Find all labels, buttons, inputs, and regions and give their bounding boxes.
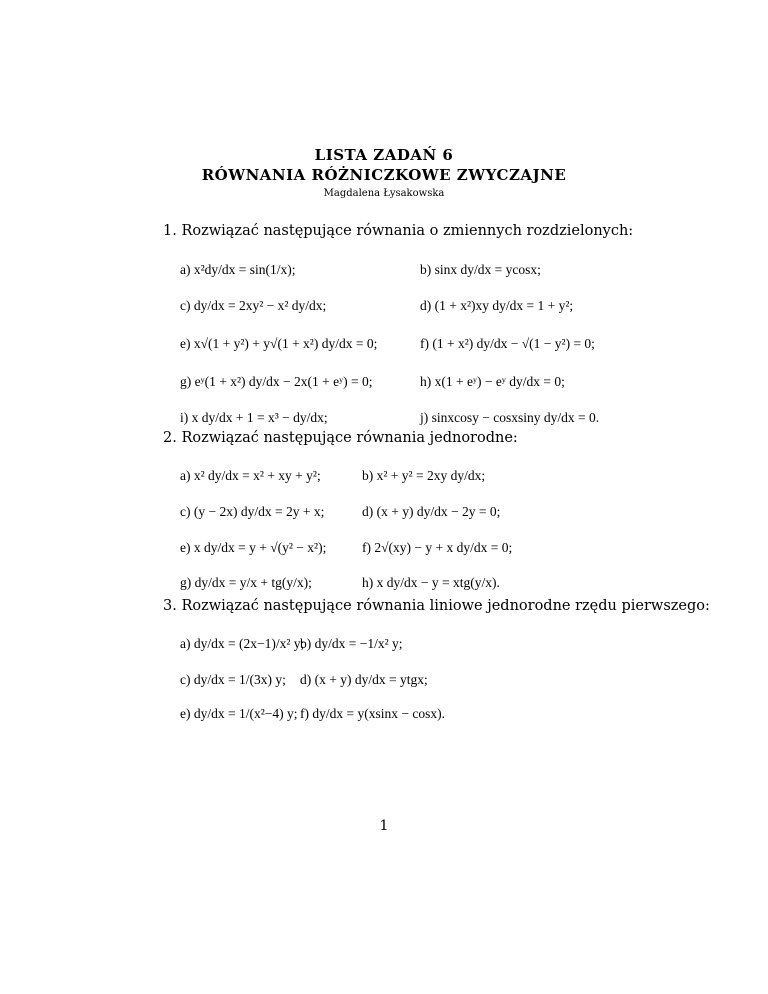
exercise-3f: f) dy/dx = y(xsinx − cosx). xyxy=(300,706,445,721)
section-1-heading: 1. Rozwiązać następujące równania o zmiennych rozdzielonych: xyxy=(163,223,634,239)
exercise-2c: c) (y − 2x) dy/dx = 2y + x; xyxy=(180,504,325,519)
exercise-1i: i) x dy/dx + 1 = x³ − dy/dx; xyxy=(180,410,328,425)
exercise-3b: b) dy/dx = −1/x² y; xyxy=(300,636,403,651)
exercise-1d: d) (1 + x²)xy dy/dx = 1 + y²; xyxy=(420,298,574,313)
exercise-2e: e) x dy/dx = y + √(y² − x²); xyxy=(180,540,327,555)
exercise-1a: a) x²dy/dx = sin(1/x); xyxy=(180,262,296,277)
exercise-3e: e) dy/dx = 1/(x²−4) y; xyxy=(180,706,298,721)
exercise-2b: b) x² + y² = 2xy dy/dx; xyxy=(362,468,486,483)
exercise-1g: g) eʸ(1 + x²) dy/dx − 2x(1 + eʸ) = 0; xyxy=(180,374,373,389)
section-2-heading: 2. Rozwiązać następujące równania jednorodne: xyxy=(163,430,518,446)
exercise-1j: j) sinxcosy − cosxsiny dy/dx = 0. xyxy=(420,410,600,425)
author: Magdalena Łysakowska xyxy=(323,188,445,199)
exercise-2h: h) x dy/dx − y = xtg(y/x). xyxy=(362,575,500,590)
exercise-3d: d) (x + y) dy/dx = ytgx; xyxy=(300,672,428,687)
exercise-1e: e) x√(1 + y²) + y√(1 + x²) dy/dx = 0; xyxy=(180,336,378,351)
exercise-2d: d) (x + y) dy/dx − 2y = 0; xyxy=(362,504,501,519)
exercise-1h: h) x(1 + eʸ) − eʸ dy/dx = 0; xyxy=(420,374,565,389)
exercise-3c: c) dy/dx = 1/(3x) y; xyxy=(180,672,286,687)
exercise-2a: a) x² dy/dx = x² + xy + y²; xyxy=(180,468,321,483)
page-number: 1 xyxy=(379,818,389,834)
exercise-3a: a) dy/dx = (2x−1)/x² y; xyxy=(180,636,305,651)
exercise-2g: g) dy/dx = y/x + tg(y/x); xyxy=(180,575,312,590)
exercise-1b: b) sinx dy/dx = ycosx; xyxy=(420,262,541,277)
title-line-1: LISTA ZADAŃ 6 xyxy=(314,146,454,164)
exercise-2f: f) 2√(xy) − y + x dy/dx = 0; xyxy=(362,540,513,555)
section-3-heading: 3. Rozwiązać następujące równania liniowe jednorodne rzędu pierwszego: xyxy=(163,598,710,614)
title-line-2: RÓWNANIA RÓŻNICZKOWE ZWYCZAJNE xyxy=(201,166,567,184)
exercise-1c: c) dy/dx = 2xy² − x² dy/dx; xyxy=(180,298,327,313)
exercise-1f: f) (1 + x²) dy/dx − √(1 − y²) = 0; xyxy=(420,336,595,351)
